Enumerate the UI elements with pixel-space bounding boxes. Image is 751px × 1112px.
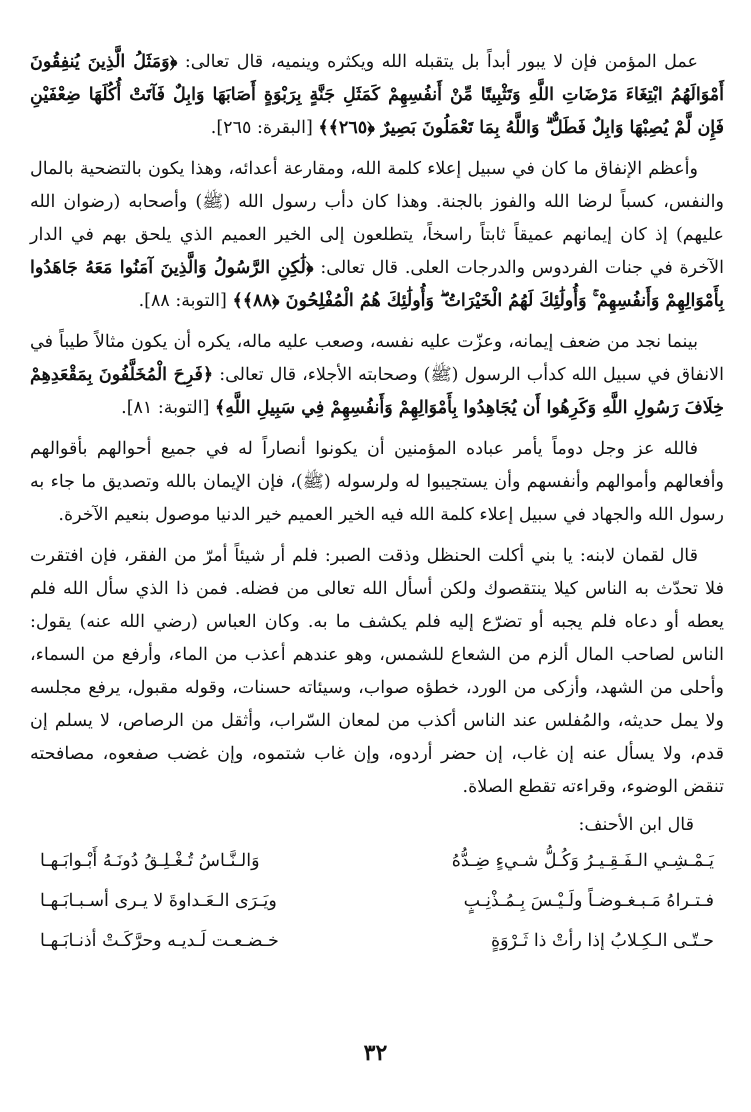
paragraph-2 [30, 153, 724, 318]
verse-second-hemistich: ويَـرَى الـعَـداوةَ لا يـرى أسـبـابَـهـا [40, 891, 277, 911]
quran-verse-baqarah-265: ﴿وَمَثَلُ الَّذِينَ يُنفِقُونَ أَمْوَالَهُمُ ابْتِغَاءَ مَرْضَاتِ اللَّهِ وَتَثْبِيتًا مِّنْ أَنفُسِهِمْ كَمَثَلِ جَنَّةٍ بِرَبْوَةٍ أَصَابَهَا وَابِلٌ فَآتَتْ أُكُلَهَا ضِعْفَيْنِ فَإِن لَّمْ يُصِبْهَا وَابِلٌ فَطَلٌّ ۗ وَاللَّهُ بِمَا تَعْمَلُونَ بَصِيرٌ ﴿٢٦٥﴾﴾ [30, 52, 724, 138]
verse-reference: [البقرة: ٢٦٥]. [210, 118, 313, 138]
paragraph-1-intro: عمل المؤمن فإن لا يبور أبداً بل يتقبله الله ويكثره وينميه، قال تعالى: [184, 52, 698, 72]
paragraph-5: قال لقمان لابنه: يا بني أكلت الحنظل وذقت الصبر: فلم أر شيئاً أمرّ من الفقر، فإن افتقرت فلا تحدّث به الناس كيلا ينتقصوك ولكن أسأل الله تعالى من فضله. فمن ذا الذي سأل الله فلم يعطه أو دعاه فلم يجبه أو تضرّع إليه فلم يكشف ما به. وكان العباس (رضي الله عنه) يقول: الناس لصاحب المال ألزم من الشعاع للشمس، وهو عندهم أعذب من الماء، وأرفع من السماء، وأحلى من الشهد، وأزكى من الورد، خطؤه صواب، وسيئاته حسنات، وقوله مقبول، يرفع مجلسه ولا يمل حديثه، والمُفلس عند الناس أكذب من لمعان السّراب، وأثقل من الرصاص، لا يسلم إن قدم، ولا يسأل عنه إن غاب، إن حضر أردوه، وإن غاب شتموه، وإن غضب صفعوه، مصافحته تنقض الوضوء، وقراءته تقطع الصلاة. [30, 546, 724, 797]
paragraph-3 [30, 326, 724, 425]
quran-verse-tawbah-81: ﴿فَرِحَ الْمُخَلَّفُونَ بِمَقْعَدِهِمْ خِلَافَ رَسُولِ اللَّهِ وَكَرِهُوا أَن يُجَاهِدُوا بِأَمْوَالِهِمْ وَأَنفُسِهِمْ فِي سَبِيلِ اللَّهِ﴾ [30, 365, 724, 418]
quran-verse-tawbah-88: ﴿لَٰكِنِ الرَّسُولُ وَالَّذِينَ آمَنُوا مَعَهُ جَاهَدُوا بِأَمْوَالِهِمْ وَأَنفُسِهِمْ ۚ وَأُولَٰئِكَ لَهُمُ الْخَيْرَاتُ ۖ وَأُولَٰئِكَ هُمُ الْمُفْلِحُونَ ﴿٨٨﴾﴾ [30, 258, 724, 311]
verse-first-hemistich: فـتـراهُ مَـبـغـوضـاً ولَـيْـسَ بِـمُـذْنِـبٍ [463, 891, 714, 911]
poem-verse [40, 924, 714, 964]
verse-first-hemistich: حـتّـى الـكِـلابُ إذا رأتْ ذا ثَـرْوَةٍ [490, 931, 714, 951]
poem-verse [40, 884, 714, 924]
paragraph-1 [30, 46, 724, 145]
paragraph-2-text: وأعظم الإنفاق ما كان في سبيل إعلاء كلمة الله، ومقارعة أعدائه، وهذا يكون بالتضحية بالمال والنفس، كسباً لرضا الله والفوز بالجنة. وهذا كان دأب رسول الله (ﷺ) وأصحابه (رضوان الله عليهم) إذ كان إيمانهم عميقاً ثابتاً راسخاً، يتطلعون إلى الخير العميم الذي يلحق بهم في الدار الآخرة في جنات الفردوس والدرجات العلى. قال تعالى: [30, 159, 724, 278]
verse-second-hemistich: وَالـنَّـاسُ تُـغْـلِـقُ دُونَـهُ أَبْـوابَـهـا [40, 851, 260, 871]
poem-verse [40, 844, 714, 884]
verse-reference: [التوبة: ٨١]. [121, 398, 210, 418]
paragraph-4: فالله عز وجل دوماً يأمر عباده المؤمنين أن يكونوا أنصاراً له في جميع أحوالهم بأقوالهم وأفعالهم وأموالهم وأنفسهم وأن يستجيبوا له ولرسوله (ﷺ)، فإن الإيمان بالله وتصديق ما جاء به رسول الله والجهاد في سبيل إعلاء كلمة الله فيه الخير العميم خير الدنيا موصول بنعيم الآخرة. [30, 439, 724, 525]
poem-title: قال ابن الأحنف: [578, 815, 694, 835]
page-number: ٣٢ [363, 1040, 388, 1066]
verse-second-hemistich: خـضـعـت لَـديـه وحرَّكَـتْ أذنـابَـهـا [40, 931, 279, 951]
verse-first-hemistich: يَـمْـشِـي الـفَـقِـيـرُ وَكُـلُّ شـيءٍ ضِـدُّهُ [451, 851, 714, 871]
verse-reference: [التوبة: ٨٨]. [138, 291, 227, 311]
poem [40, 844, 714, 964]
paragraph-3-text: بينما نجد من ضعف إيمانه، وعزّت عليه نفسه، وصعب عليه ماله، يكره أن يكون مثالاً طيباً في الانفاق في سبيل الله كدأب الرسول (ﷺ) وصحابته الأجلاء، قال تعالى: [30, 332, 724, 385]
book-page [30, 46, 724, 964]
